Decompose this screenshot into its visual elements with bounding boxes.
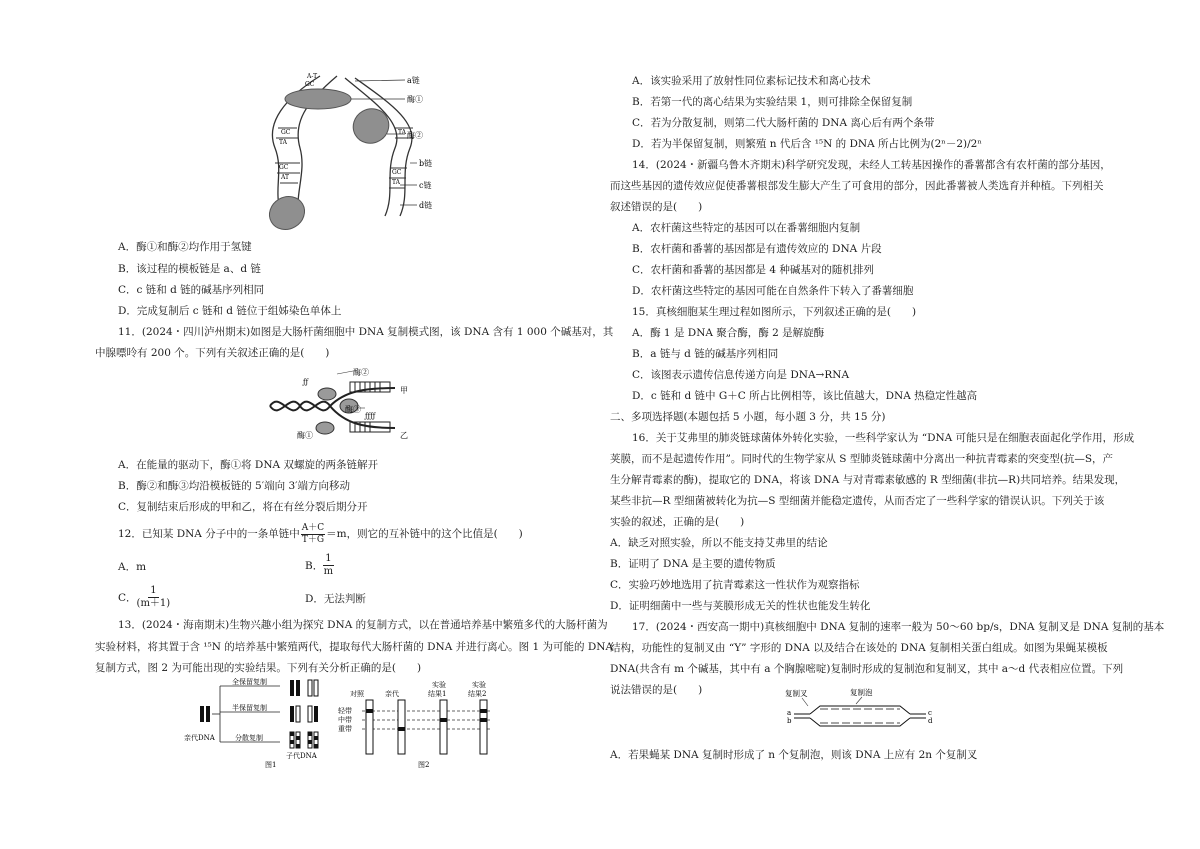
q14-option-d: D．农杆菌这些特定的基因可能在自然条件下转入了番薯细胞: [632, 285, 914, 297]
q11-stem-line2: 中腺嘌呤有 200 个。下列有关叙述正确的是( ): [95, 347, 330, 359]
q17-stem-line2: 结构，功能性的复制叉由 “Y” 字形的 DNA 以及结合在该处的 DNA 复制相关蛋白组成。如图为果蝇某模板: [610, 642, 1108, 654]
q12-option-b-fraction: [323, 553, 333, 578]
q12-fraction: [301, 523, 325, 546]
fig1-semi-conservative: 半保留复制: [232, 704, 267, 712]
fig2-heavy-band: 重带: [338, 725, 352, 733]
label-enzyme-1: 酶①: [407, 95, 423, 104]
label-chain-c: c链: [419, 181, 432, 190]
q14-option-c: C．农杆菌和番薯的基因都是 4 种碱基对的随机排列: [632, 264, 874, 276]
label-chain-b: b链: [419, 159, 433, 168]
svg-text:GC: GC: [281, 129, 291, 136]
q10-option-b: B．该过程的模板链是 a、d 链: [118, 263, 261, 275]
q17-stem-line4: 说法错误的是( ): [610, 684, 703, 696]
enzyme-2-shape: [347, 102, 395, 149]
q13-option-a: A．该实验采用了放射性同位素标记技术和离心技术: [632, 75, 871, 87]
q12-option-c-label: C．: [118, 591, 137, 604]
svg-text:TA: TA: [392, 179, 401, 186]
q16-option-d: D．证明细菌中一些与荚膜形成无关的性状也能发生转化: [610, 600, 871, 612]
q12-option-c-fraction: [137, 585, 171, 610]
q10-option-d: D．完成复制后 c 链和 d 链位于组姊染色单体上: [118, 305, 342, 317]
q14-stem-line3: 叙述错误的是( ): [610, 201, 703, 213]
fig1-full-conservative: 全保留复制: [232, 678, 267, 686]
q16-stem-line3: 生分解青霉素的酶)，提取它的 DNA，将该 DNA 与对青霉素敏感的 R 型细菌(非抗—R)共同培养。结果发现，: [610, 474, 1126, 486]
q12-option-c: [118, 585, 170, 610]
q12-option-a: A．m: [118, 561, 147, 573]
q12-stem: [118, 522, 523, 546]
label-enzyme-3: 酶③: [345, 405, 361, 414]
q12-option-b-numerator: 1: [325, 553, 332, 564]
q12-fraction-denominator: T＋G: [301, 534, 325, 545]
fig2-mid-band: 中带: [338, 716, 352, 724]
q13-figure: [180, 678, 510, 770]
svg-text:A-T: A-T: [307, 73, 318, 80]
q13-option-b: B．若第一代的离心结果为实验结果 1，则可排除全保留复制: [632, 96, 913, 108]
fig1-child-label: 子代DNA: [286, 752, 317, 760]
fig2-result1-b: 结果1: [428, 690, 447, 698]
q12-option-c-denominator: (m＋1): [136, 598, 171, 609]
q15-option-c: C．该图表示遗传信息传递方向是 DNA→RNA: [632, 369, 850, 381]
q12-option-d: D．无法判断: [305, 593, 366, 605]
label-yi: 乙: [400, 431, 408, 440]
label-enzyme-2: 酶②: [407, 131, 423, 140]
fig2-result2-b: 结果2: [468, 690, 487, 698]
section-2-heading: 二、多项选择题(本题包括 5 小题，每小题 3 分，共 15 分): [610, 411, 886, 423]
q13-option-d: D．若为半保留复制，则繁殖 n 代后含 ¹⁵N 的 DNA 所占比例为(2ⁿ－2)/2ⁿ: [632, 138, 982, 150]
q12-option-b: [305, 553, 334, 578]
q12-stem-start: 12．已知某 DNA 分子中的一条单链中: [118, 528, 300, 540]
label-enzyme-1: 酶①: [297, 431, 313, 440]
q16-option-c: C．实验巧妙地选用了抗青霉素这一性状作为观察指标: [610, 579, 860, 591]
svg-text:GC: GC: [392, 169, 402, 176]
fig2-result1-a: 实验: [432, 681, 446, 689]
q16-option-b: B．证明了 DNA 是主要的遗传物质: [610, 558, 776, 570]
svg-text:GC: GC: [279, 164, 289, 171]
q13-option-c: C．若为分散复制，则第二代大肠杆菌的 DNA 离心后有两个条带: [632, 117, 935, 129]
label-chain-a: a链: [407, 76, 420, 85]
q15-option-d: D．c 链和 d 链中 G＋C 所占比例相等，该比值越大，DNA 热稳定性越高: [632, 390, 978, 402]
fig2-control: 对照: [350, 690, 364, 698]
fig2-caption: 图2: [418, 761, 430, 769]
q12-fraction-numerator: A＋C: [301, 522, 325, 533]
label-replication-bubble: 复制泡: [850, 688, 873, 697]
q14-stem-line2: 而这些基因的遗传效应促使番薯根部发生膨大产生了可食用的部分，因此番薯被人类选育并种植。下列相关: [610, 180, 1104, 192]
q14-option-a: A．农杆菌这些特定的基因可以在番薯细胞内复制: [632, 222, 861, 234]
enzyme-3-shape: [263, 190, 310, 236]
q16-stem-line2: 荚膜，而不是起遗传作用”。同时代的生物学家从 S 型肺炎链球菌中分离出一种抗青霉素的突变型(抗—S，产: [610, 453, 1114, 465]
q12-option-b-label: B．: [305, 559, 324, 572]
enzyme-1-shape: [285, 89, 351, 109]
q11-option-c: C．复制结束后形成的甲和乙，将在有丝分裂后期分开: [118, 501, 368, 513]
label-replication-fork: 复制叉: [785, 689, 808, 698]
fig2-result2-a: 实验: [472, 681, 486, 689]
fig1-caption: 图1: [265, 761, 277, 769]
q15-stem: 15．真核细胞某生理过程如图所示，下列叙述正确的是( ): [632, 306, 917, 318]
q10-option-c: C．c 链和 d 链的碱基序列相同: [118, 284, 265, 296]
fig2-parent: 亲代: [385, 690, 399, 698]
svg-text:GC: GC: [305, 81, 315, 88]
q16-stem-line5: 实验的叙述，正确的是( ): [610, 516, 745, 528]
label-a: a: [787, 709, 792, 717]
svg-text:ƒƒ: ƒƒ: [303, 378, 309, 386]
q12-option-c-numerator: 1: [150, 585, 157, 596]
fig1-dispersive: 分散复制: [235, 734, 263, 742]
svg-text:TA: TA: [279, 139, 288, 146]
q15-option-b: B．a 链与 d 链的碱基序列相同: [632, 348, 779, 360]
fig1-parent-label: 亲代DNA: [184, 734, 215, 742]
q13-stem-line2: 实验材料，将其置于含 ¹⁵N 的培养基中繁殖两代，提取每代大肠杆菌的 DNA 并进行离心。图 1 为可能的 DNA: [95, 641, 614, 653]
q12-stem-end: ＝m，则它的互补链中的这个比值是( ): [326, 528, 523, 540]
label-d: d: [928, 717, 933, 725]
q14-option-b: B．农杆菌和番薯的基因都是有遗传效应的 DNA 片段: [632, 243, 882, 255]
label-enzyme-2: 酶②: [353, 368, 369, 377]
q17-option-a: A．若果蝇某 DNA 复制时形成了 n 个复制泡，则该 DNA 上应有 2n 个复制叉: [610, 749, 978, 761]
q16-stem-line4: 某些非抗—R 型细菌被转化为抗—S 型细菌并能稳定遗传，从而否定了一些科学家的错误认识。下列关于该: [610, 495, 1105, 507]
label-chain-d: d链: [419, 201, 433, 210]
q11-stem-line1: 11．(2024・四川泸州期末)如图是大肠杆菌细胞中 DNA 复制模式图，该 DNA 含有 1 000 个碱基对，其: [118, 326, 614, 338]
q16-stem-line1: 16．关于艾弗里的肺炎链球菌体外转化实验，一些科学家认为 “DNA 可能只是在细胞表面起化学作用，形成: [632, 432, 1135, 444]
q11-figure: [265, 366, 415, 446]
q11-option-b: B．酶②和酶③均沿模板链的 5′端向 3′端方向移动: [118, 480, 351, 492]
q11-option-a: A．在能量的驱动下，酶①将 DNA 双螺旋的两条链解开: [118, 459, 378, 471]
q10-figure: [245, 68, 445, 238]
fig2-light-band: 轻带: [338, 707, 352, 715]
q17-figure: [780, 686, 940, 736]
q16-option-a: A．缺乏对照实验，所以不能支持艾弗里的结论: [610, 537, 828, 549]
label-jia: 甲: [400, 386, 408, 395]
q17-stem-line1: 17．(2024・西安高一期中)真核细胞中 DNA 复制的速率一般为 50～60 bp/s，DNA 复制叉是 DNA 复制的基本: [632, 621, 1165, 633]
q10-option-a: A．酶①和酶②均作用于氢键: [118, 241, 252, 253]
q17-stem-line3: DNA(共含有 m 个碱基，其中有 a 个胸腺嘧啶)复制时形成的复制泡和复制叉，其中 a～d 代表相应位置。下列: [610, 663, 1124, 675]
svg-text:ƒƒƒƒ: ƒƒƒƒ: [365, 412, 376, 420]
q14-stem-line1: 14．(2024・新疆乌鲁木齐期末)科学研究发现，未经人工转基因操作的番薯都含有农杆菌的部分基因，: [632, 159, 1111, 171]
svg-text:TA: TA: [398, 129, 407, 136]
svg-text:AT: AT: [281, 174, 290, 181]
q15-option-a: A．酶 1 是 DNA 聚合酶，酶 2 是解旋酶: [632, 327, 825, 339]
q12-option-b-denominator: m: [323, 566, 334, 577]
label-b: b: [787, 717, 792, 725]
q13-stem-line1: 13．(2024・海南期末)生物兴趣小组为探究 DNA 的复制方式，以在普通培养基中繁殖多代的大肠杆菌为: [118, 619, 608, 631]
q13-stem-line3: 复制方式，图 2 为可能出现的实验结果。下列有关分析正确的是( ): [95, 662, 422, 674]
label-c: c: [928, 709, 932, 717]
